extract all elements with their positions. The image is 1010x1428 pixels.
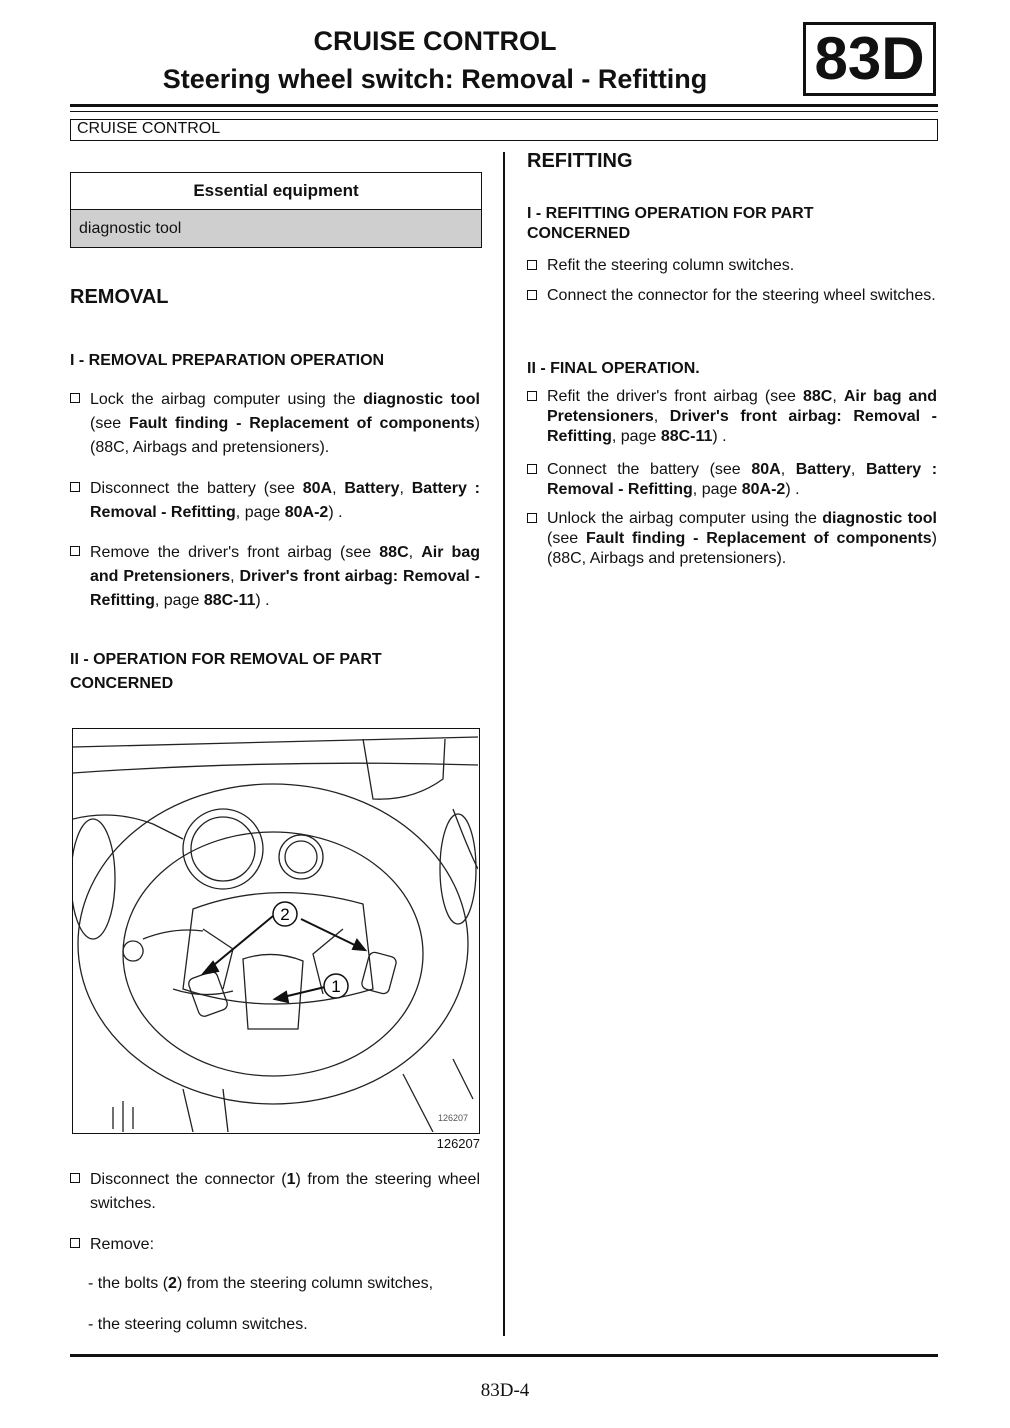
removal-section-2-heading: II - OPERATION FOR REMOVAL OF PART CONCERNED xyxy=(70,651,382,692)
essential-equipment-table xyxy=(70,172,482,248)
figure-caption: 126207 xyxy=(436,1136,480,1151)
refit-connector-text: Connect the connector for the steering wheel switches. xyxy=(547,287,936,304)
refit-step-switches xyxy=(527,256,937,276)
removal-step-remove xyxy=(70,1233,480,1257)
equipment-item: diagnostic tool xyxy=(71,210,481,247)
refitting-heading: REFITTING xyxy=(527,150,633,172)
removal-heading: REMOVAL xyxy=(70,286,169,308)
page-number: 83D-4 xyxy=(480,1380,530,1401)
removal-step-disconnect-battery: Disconnect the battery (see 80A, Battery, Battery : Removal - Refitting, page 80A-2) . xyxy=(70,477,480,525)
refitting-section-1-heading: I - REFITTING OPERATION FOR PART CONCERNED xyxy=(527,205,814,242)
bullet-box xyxy=(70,546,80,556)
bullet-box xyxy=(527,513,537,523)
document-title: CRUISE CONTROL xyxy=(313,26,557,56)
removal-step-remove-airbag: Remove the driver's front airbag (see 88C, Air bag and Pretensioners, Driver's front airbag: Removal - Refitting, page 88C-11) . xyxy=(70,541,480,613)
bullet-box xyxy=(70,1238,80,1248)
refitting-section-2-heading: II - FINAL OPERATION. xyxy=(527,360,700,377)
refit-step-airbag: Refit the driver's front airbag (see 88C, Air bag and Pretensioners, Driver's front airbag: Removal - Refitting, page 88C-11) . xyxy=(527,387,937,447)
bullet-box xyxy=(527,290,537,300)
header-rule xyxy=(70,104,938,107)
refit-step-battery: Connect the battery (see 80A, Battery, Battery : Removal - Refitting, page 80A-2) . xyxy=(527,460,937,500)
removal-step-lock-airbag: Lock the airbag computer using the diagnostic tool (see Fault finding - Replacement of components) (88C, Airbags and pretensioners). xyxy=(70,388,480,460)
figure-label-1: 1 xyxy=(331,977,341,996)
removal-step-disconnect-connector: Disconnect the connector (1) from the steering wheel switches. xyxy=(70,1168,480,1216)
equipment-heading: Essential equipment xyxy=(71,173,481,210)
footer-rule xyxy=(70,1354,938,1357)
steering-wheel-illustration xyxy=(72,728,480,1134)
chapter-code-box: 83D xyxy=(803,22,936,96)
header-rule-thin xyxy=(70,111,938,112)
bullet-box xyxy=(70,482,80,492)
removal-sub-bolts: - the bolts (2) from the steering column switches, xyxy=(88,1275,434,1292)
bullet-box xyxy=(70,393,80,403)
removal-section-1-heading: I - REMOVAL PREPARATION OPERATION xyxy=(70,352,385,369)
document-subtitle: Steering wheel switch: Removal - Refitting xyxy=(162,64,708,94)
removal-sub-switches: - the steering column switches. xyxy=(88,1316,308,1333)
bullet-box xyxy=(527,260,537,270)
bullet-box xyxy=(527,464,537,474)
figure-inner-code: 126207 xyxy=(437,1113,468,1123)
refit-switches-text: Refit the steering column switches. xyxy=(547,257,795,274)
bullet-box xyxy=(70,1173,80,1183)
refit-step-unlock-airbag: Unlock the airbag computer using the diagnostic tool (see Fault finding - Replacement of components) (88C, Airbags and pretensioners). xyxy=(527,509,937,569)
column-divider xyxy=(503,152,505,1336)
figure-label-2: 2 xyxy=(280,905,290,924)
steering-wheel-drawing xyxy=(73,729,478,1132)
section-bar: CRUISE CONTROL xyxy=(70,119,938,141)
refit-step-connector xyxy=(527,286,937,306)
bullet-box xyxy=(527,391,537,401)
remove-label: Remove: xyxy=(90,1236,155,1253)
